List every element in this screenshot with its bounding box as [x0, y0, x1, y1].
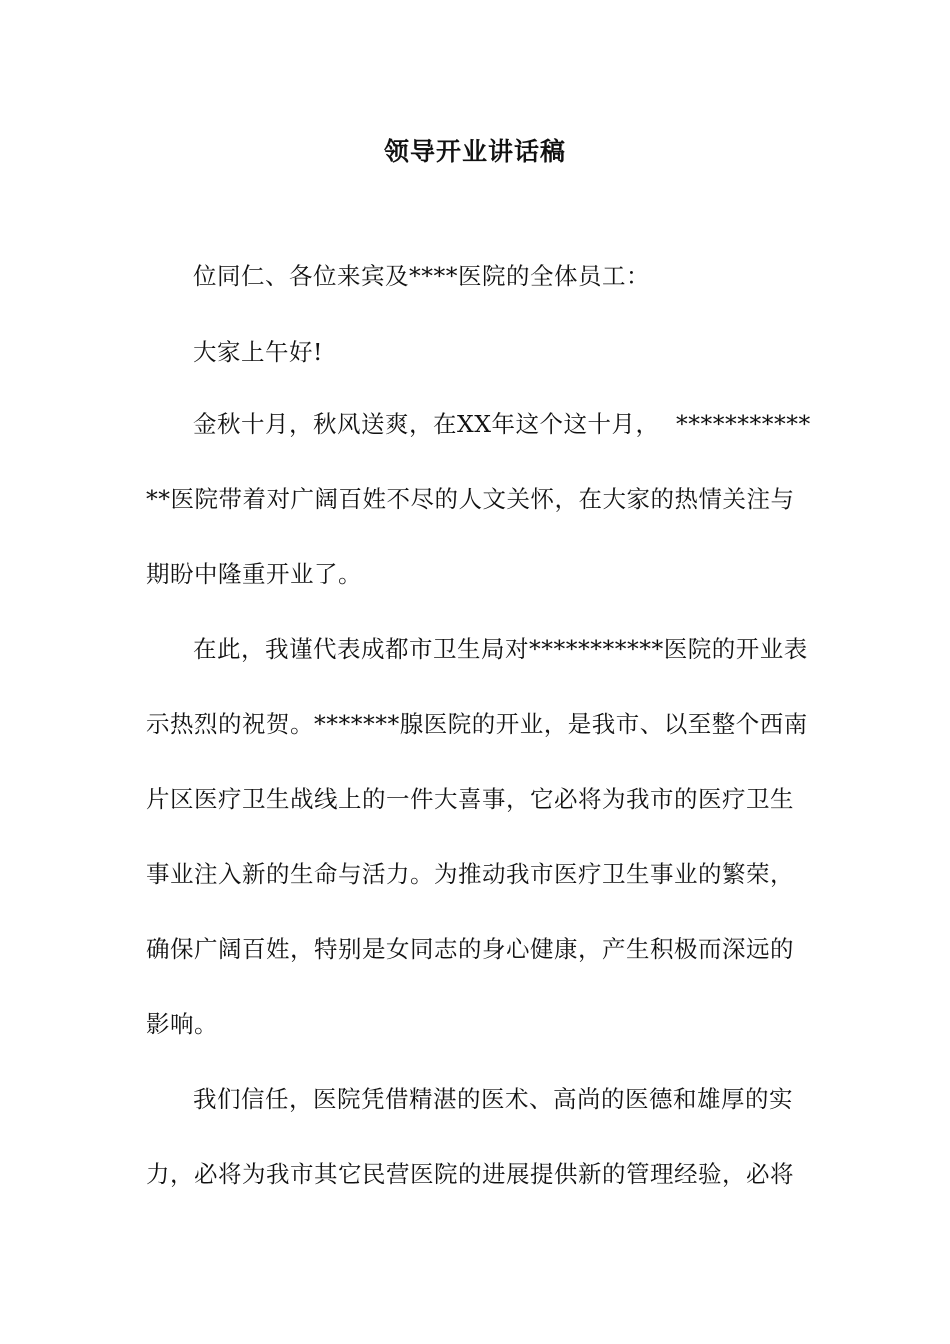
paragraph-line-salutation: 位同仁、各位来宾及****医院的全体员工： [193, 262, 650, 290]
paragraph-line: **医院带着对广阔百姓不尽的人文关怀，在大家的热情关注与 [146, 485, 795, 513]
paragraph-line-greeting: 大家上午好! [193, 338, 323, 366]
paragraph-line: 在此，我谨代表成都市卫生局对***********医院的开业表 [193, 635, 808, 663]
paragraph-line: 示热烈的祝贺。*******腺医院的开业，是我市、以至整个西南 [146, 710, 808, 738]
paragraph-line: 力，必将为我市其它民营医院的进展提供新的管理经验，必将 [146, 1160, 794, 1188]
document-title: 领导开业讲话稿 [383, 137, 566, 166]
paragraph-line: 期盼中隆重开业了。 [146, 560, 362, 588]
paragraph-line: 事业注入新的生命与活力。为推动我市医疗卫生事业的繁荣， [146, 860, 794, 888]
paragraph-line: 金秋十月，秋风送爽，在XX年这个这十月， [193, 410, 660, 438]
paragraph-line: 确保广阔百姓，特别是女同志的身心健康，产生积极而深远的 [146, 935, 794, 963]
paragraph-line: 影响。 [146, 1010, 218, 1038]
paragraph-line: 片区医疗卫生战线上的一件大喜事，它必将为我市的医疗卫生 [146, 785, 794, 813]
paragraph-line: 我们信任，医院凭借精湛的医术、高尚的医德和雄厚的实 [193, 1085, 793, 1113]
paragraph-line-stars: *********** [676, 410, 811, 438]
